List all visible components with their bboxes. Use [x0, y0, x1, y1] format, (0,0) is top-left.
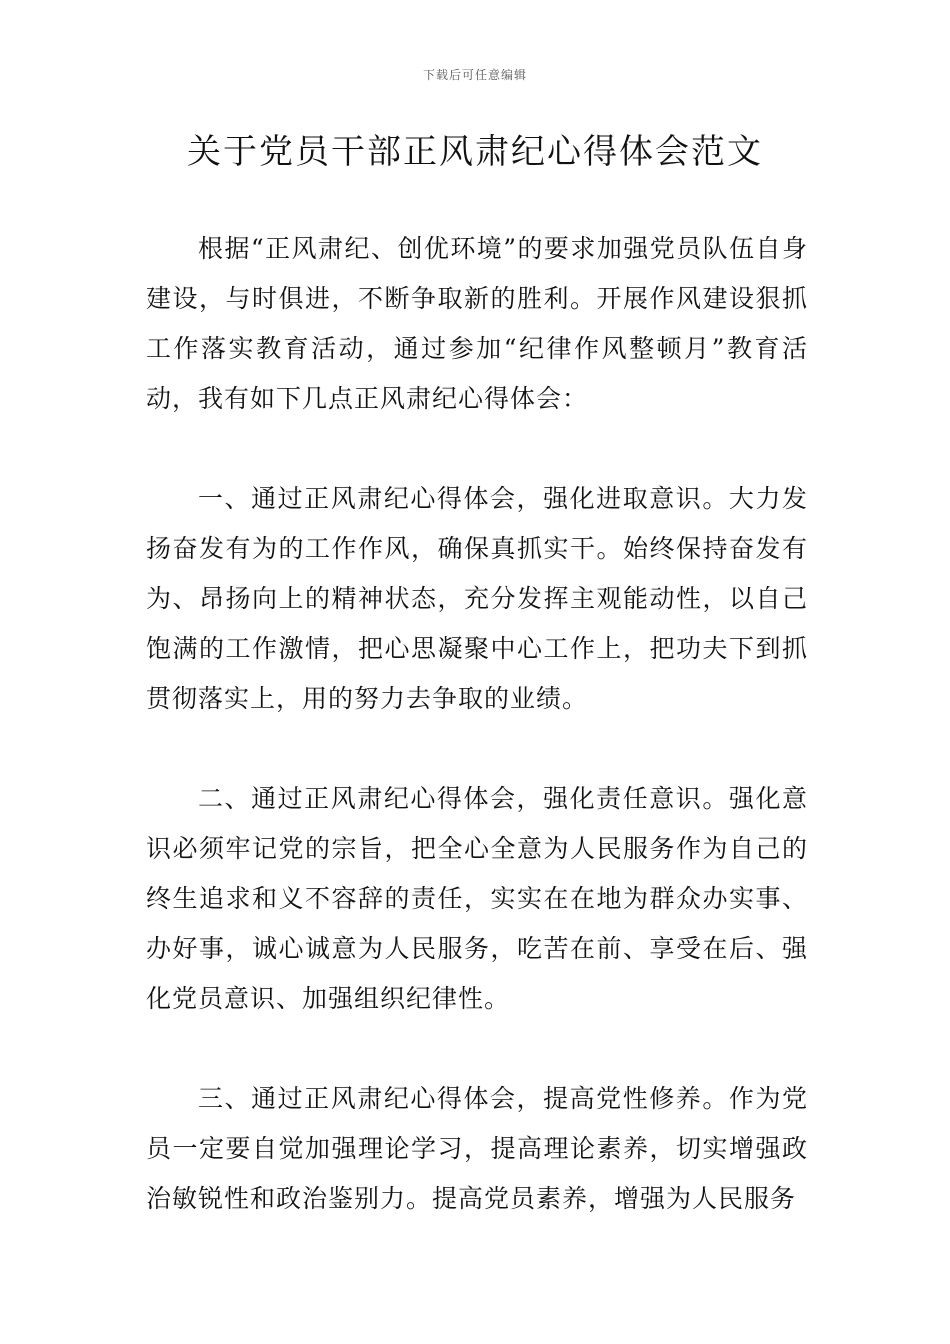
paragraph-point-one: 一、通过正风肃纪心得体会，强化进取意识。大力发扬奋发有为的工作作风，确保真抓实干。始终保持奋发有为、昂扬向上的精神状态，充分发挥主观能动性，以自己饱满的工作激情，把心思凝聚中心工作上，把功夫下到抓贯彻落实上，用的努力去争取的业绩。	[146, 484, 808, 713]
paragraph-point-three: 三、通过正风肃纪心得体会，提高党性修养。作为党员一定要自觉加强理论学习，提高理论素养，切实增强政治敏锐性和政治鉴别力。提高党员素养，增强为人民服务	[146, 1084, 808, 1213]
document-body	[146, 224, 808, 1224]
document-title: 关于党员干部正风肃纪心得体会范文	[187, 132, 763, 172]
paragraph-point-two: 二、通过正风肃纪心得体会，强化责任意识。强化意识必须牢记党的宗旨，把全心全意为人民服务作为自己的终生追求和义不容辞的责任，实实在在地为群众办实事、办好事，诚心诚意为人民服务，吃苦在前、享受在后、强化党员意识、加强组织纪律性。	[146, 784, 808, 1013]
header-note: 下载后可任意编辑	[422, 68, 527, 82]
paragraph-intro: 根据“正风肃纪、创优环境”的要求加强党员队伍自身建设，与时俱进，不断争取新的胜利。开展作风建设狠抓工作落实教育活动，通过参加“纪律作风整顿月”教育活动，我有如下几点正风肃纪心得体会：	[146, 234, 808, 413]
